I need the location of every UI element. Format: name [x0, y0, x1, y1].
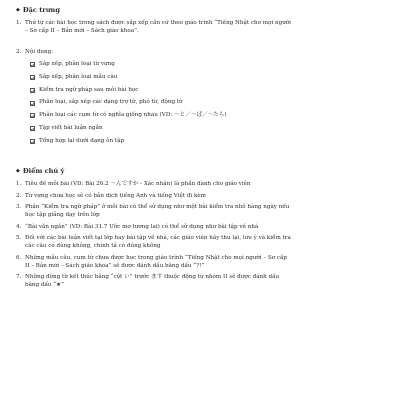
- paragraph-line: 1. Thứ tự các bài học trong sách được sắp xếp căn cứ theo giáo trình “Tiếng Nhật cho mọi người: [16, 20, 291, 26]
- section-heading-features: [16, 6, 380, 15]
- list-item: 2. Từ vựng chưa học sẽ có bản dịch tiếng Anh và tiếng Việt đi kèm: [16, 192, 206, 199]
- paragraph-2-title: 2. Nội dung:: [16, 49, 54, 55]
- section-title: Điểm chú ý: [22, 167, 65, 176]
- checkbox-icon: [30, 101, 35, 106]
- checkbox-icon: [30, 126, 35, 131]
- checkbox-icon: [30, 75, 35, 80]
- list-item: 5. Đối với các bài luận viết tại lớp hay bài tập về nhà, các giáo viên hãy thu lại, lưu ý và kiểm tra các câu có dùng không, chính tả có đúng không: [16, 235, 291, 250]
- list-item: 7. Những động từ kết thúc bằng “cột い” trước ます thuộc động từ nhóm II sẽ được đánh dấu bằng dấu “★”: [16, 274, 280, 289]
- list-item: 3. Phần “Kiểm tra ngữ pháp” ở mỗi bài có thể sử dụng như một bài kiểm tra nhỏ hàng ngày nếu học tập giảng dạy trên lớp: [16, 204, 290, 219]
- list-item: 1. Tiêu đề mỗi bài (VD: Bài 26.2 〜んですか - Xác nhận) là phần dành cho giáo viên: [16, 181, 251, 188]
- paragraph-1: [16, 19, 380, 35]
- checkbox-icon: [30, 88, 35, 93]
- diamond-bullet-icon: ◆: [16, 168, 20, 175]
- checkbox-icon: [30, 139, 35, 144]
- list-item: 4. “Bài văn ngắn” (VD: Bài 31.7 Ước mơ tương lai) có thể sử dụng như bài tập về nhà: [16, 223, 259, 230]
- list-item: Sắp xếp, phân loại từ vựng: [16, 61, 380, 69]
- list-item: Sắp xếp, phân loại mẫu câu: [16, 74, 380, 82]
- checkbox-icon: [30, 62, 35, 67]
- paragraph-line: – Sơ cấp II – Bản mới – Sách giáo khoa”.: [25, 28, 139, 34]
- list-item: Tổng hợp lại dưới dạng ôn tập: [16, 138, 380, 146]
- checkbox-icon: [30, 113, 35, 118]
- section-title: Đặc trưng: [22, 6, 60, 14]
- list-item: Kiểm tra ngữ pháp sau mỗi bài học: [16, 87, 380, 95]
- list-item: 6. Những mẫu câu, cụm từ chưa được học trong giáo trình “Tiếng Nhật cho mọi người – Sơ cấp II – Bản mới – Sách giáo khoa” sẽ được đánh dấu bằng dấu “?!”: [16, 254, 288, 269]
- notes-list: [16, 180, 380, 289]
- list-item: Phân loại các cụm từ có nghĩa giống nhau (VD: 〜と／〜ば／〜たら): [16, 112, 380, 120]
- diamond-bullet-icon: ◆: [16, 7, 20, 13]
- section-heading-notes: [16, 167, 380, 176]
- content-list: [16, 61, 380, 145]
- list-item: Phân loại, sắp xếp các dạng trợ từ, phó từ, động từ: [16, 99, 380, 107]
- list-item: Tập viết bài luận ngắn: [16, 125, 380, 133]
